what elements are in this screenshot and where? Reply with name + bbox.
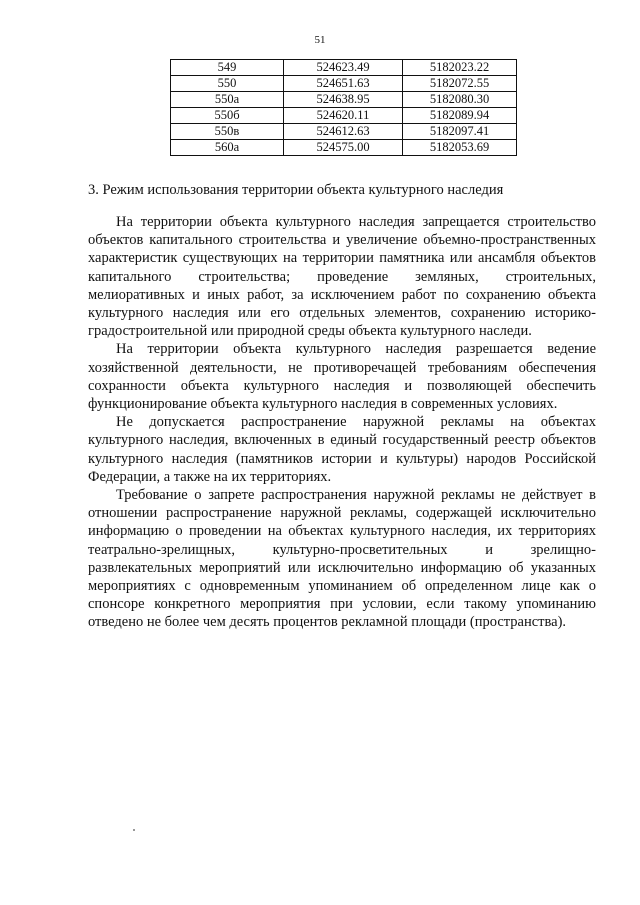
y-coordinate-cell: 5182080.30 [403,92,517,108]
page-number: 51 [314,34,326,46]
section-body [88,213,596,632]
x-coordinate-cell: 524575.00 [284,140,403,156]
table-row [171,124,517,140]
paragraph-advertising-ban: Не допускается распространение наружной рекламы на объектах культурного наследия, включенных в единый государственный реестр объектов культурного наследия (памятников истории и культуры) народов Российской Федерации, а также на их территориях. [88,414,596,485]
scan-speck [133,829,135,831]
section-heading: 3. Режим использования территории объекта культурного наследия [88,182,504,198]
table-row [171,108,517,124]
table-row [171,92,517,108]
y-coordinate-cell: 5182097.41 [403,124,517,140]
y-coordinate-cell: 5182053.69 [403,140,517,156]
y-coordinate-cell: 5182089.94 [403,108,517,124]
table-row [171,140,517,156]
y-coordinate-cell: 5182023.22 [403,60,517,76]
table-row [171,60,517,76]
point-cell: 550в [171,124,284,140]
coordinates-table [170,59,517,156]
x-coordinate-cell: 524651.63 [284,76,403,92]
paragraph-advertising-exception: Требование о запрете распространения наружной рекламы не действует в отношении распространение наружной рекламы, содержащей исключительно информацию о проведении на объектах культурного наследия, их территориях театрально-зрелищных, культурно-просветительных и зрелищно-развлекательных мероприятий или исключительно информацию об указанных мероприятиях с одновременным упоминанием об определенном лице как о спонсоре конкретного мероприятия при условии, если такому упоминанию отведено не более чем десять процентов рекламной площади (пространства). [88,487,596,631]
paragraph-permitted-activity: На территории объекта культурного наследия разрешается ведение хозяйственной деятельности, не противоречащей требованиям обеспечения сохранности объекта культурного наследия и позволяющей обеспечить функционирование объекта культурного наследия в современных условиях. [88,341,596,413]
point-cell: 550 [171,76,284,92]
point-cell: 550б [171,108,284,124]
point-cell: 549 [171,60,284,76]
y-coordinate-cell: 5182072.55 [403,76,517,92]
x-coordinate-cell: 524620.11 [284,108,403,124]
paragraph-prohibitions: На территории объекта культурного наследия запрещается строительство объектов капитального строительства и увеличение объемно-пространственных характеристик существующих на территории памятника или ансамбля объектов капитального строительства; проведение земляных, строительных, мелиоративных и иных работ, за исключением работ по сохранению объекта культурного наследия или его отдельных элементов, сохранению историко-градостроительной или природной среды объекта культурного наследи. [88,214,596,340]
x-coordinate-cell: 524612.63 [284,124,403,140]
point-cell: 560а [171,140,284,156]
x-coordinate-cell: 524638.95 [284,92,403,108]
point-cell: 550а [171,92,284,108]
x-coordinate-cell: 524623.49 [284,60,403,76]
table-row [171,76,517,92]
